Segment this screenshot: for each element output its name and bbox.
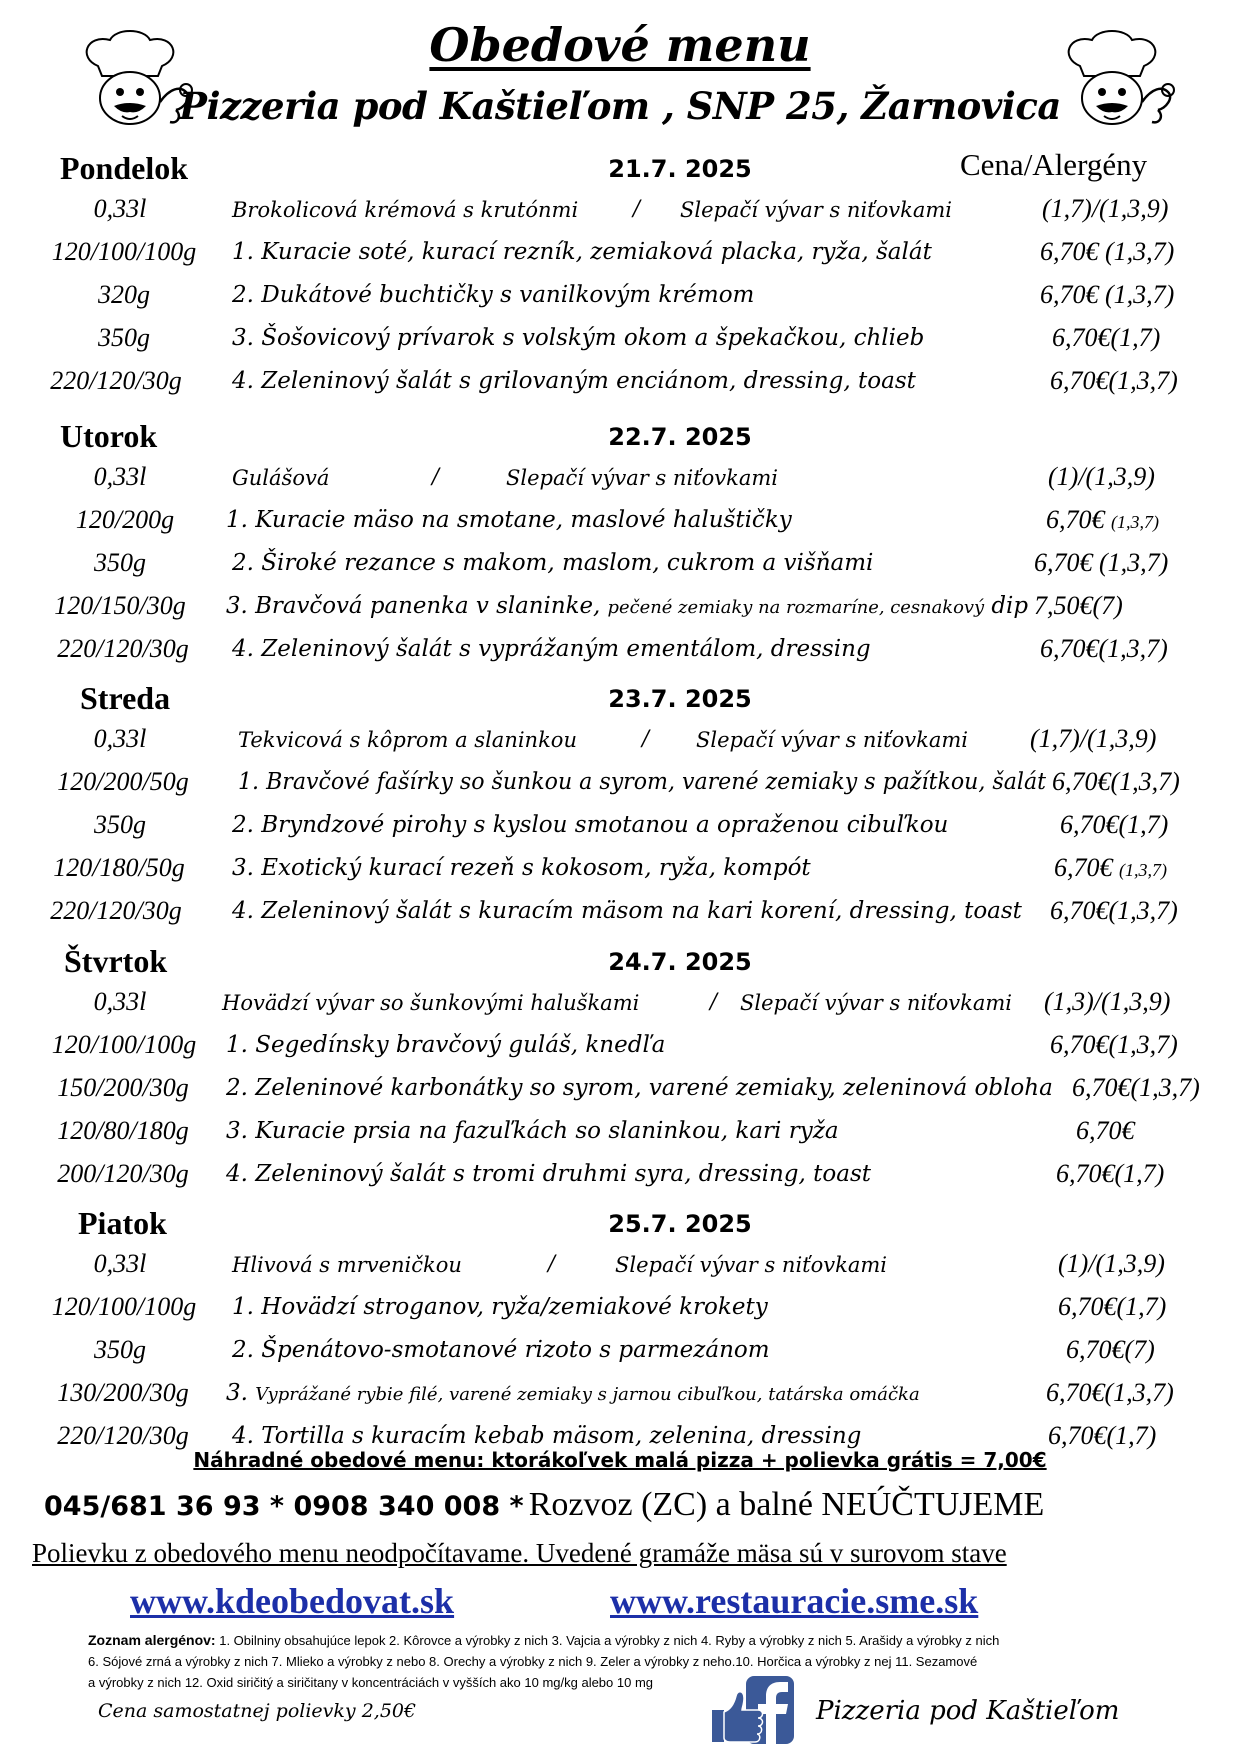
meal-name xyxy=(226,1118,839,1144)
meal-price-value: 6,70€(1,3,7) xyxy=(1050,896,1178,925)
soup-separator: / xyxy=(548,1251,556,1275)
allergen-line xyxy=(88,1630,1198,1651)
meal-price xyxy=(1054,853,1167,883)
soup-option-a: Hlivová s mrveničkou xyxy=(232,1253,462,1277)
meal-row xyxy=(0,896,1240,938)
meal-row xyxy=(0,366,1240,408)
meal-price xyxy=(1056,1159,1164,1189)
meal-price-value: 7,50€(7) xyxy=(1034,591,1123,620)
meal-name-detail: Vyprážané rybie filé, varené zemiaky s jarnou cibuľkou, tatárska omáčka xyxy=(255,1384,920,1405)
soup-volume: 0,33l xyxy=(93,1249,147,1278)
meal-weight: 120/100/100g xyxy=(51,1292,197,1321)
meal-price xyxy=(1058,1292,1166,1322)
meal-name xyxy=(232,550,873,576)
brand-name: Pizzeria pod Kaštieľom xyxy=(816,1696,1120,1726)
meal-price-value: 6,70€ xyxy=(1046,505,1105,534)
soup-option-a: Tekvicová s kôprom a slaninkou xyxy=(238,728,577,752)
meal-weight: 120/200/50g xyxy=(57,767,189,796)
meal-weight: 350g xyxy=(98,323,150,352)
soup-separator: / xyxy=(633,196,641,220)
meal-weight: 350g xyxy=(94,1335,146,1364)
meal-price-value: 6,70€(1,7) xyxy=(1052,323,1161,352)
meal-name xyxy=(232,855,811,881)
meal-name xyxy=(232,325,924,351)
meal-price xyxy=(1040,237,1174,267)
meal-weight: 120/100/100g xyxy=(51,237,197,266)
meal-weight: 120/200g xyxy=(75,505,175,534)
meal-weight: 350g xyxy=(94,548,146,577)
meal-name xyxy=(232,636,871,662)
meal-price xyxy=(1040,634,1168,664)
meal-name-text: 3. Kuracie prsia na fazuľkách so slaninkou, kari ryža xyxy=(226,1118,839,1144)
page-title: Obedové menu xyxy=(429,18,811,72)
soup-volume: 0,33l xyxy=(93,724,147,753)
meal-name-text: 3. Šošovicový prívarok s volským okom a špekačkou, chlieb xyxy=(232,325,925,351)
allergen-line: a výrobky z nich 12. Oxid siričitý a siričitany v koncentráciách v vyšších ako 10 mg/kg alebo 10 mg xyxy=(88,1675,654,1690)
day-header xyxy=(0,150,1240,190)
day-date: 23.7. 2025 xyxy=(608,685,752,713)
meal-price xyxy=(1060,810,1168,840)
meal-weight: 350g xyxy=(94,810,146,839)
meal-price-value: 6,70€(1,7) xyxy=(1060,810,1169,839)
soup-option-b: Slepačí vývar s niťovkami xyxy=(615,1253,887,1277)
meal-name-detail: pečené zemiaky na rozmaríne, cesnakový xyxy=(607,597,985,618)
price-allergens-header: Cena/Alergény xyxy=(960,147,1148,182)
chef-icon xyxy=(1040,28,1190,138)
meal-price-value: 6,70€ (1,3,7) xyxy=(1040,237,1175,266)
meal-price-value: 6,70€(7) xyxy=(1066,1335,1155,1364)
soup-allergens: (1,7)/(1,3,9) xyxy=(1030,724,1157,753)
meal-price-value: 6,70€ xyxy=(1054,853,1113,882)
day-date: 24.7. 2025 xyxy=(608,948,752,976)
meal-name xyxy=(232,812,948,838)
allergen-label: Zoznam alergénov: xyxy=(88,1632,216,1648)
meal-weight: 200/120/30g xyxy=(57,1159,189,1188)
link-restauracie[interactable]: www.restauracie.sme.sk xyxy=(610,1581,979,1621)
soup-separator: / xyxy=(642,726,650,750)
meal-price-value: 6,70€(1,7) xyxy=(1048,1421,1157,1450)
meal-name xyxy=(226,1075,1053,1101)
soup-row xyxy=(0,987,1240,1029)
meal-name-text: 2. Zeleninové karbonátky so syrom, varené zemiaky, zeleninová obloha xyxy=(226,1075,1053,1101)
soup-volume: 0,33l xyxy=(93,987,147,1016)
meal-price xyxy=(1072,1073,1200,1103)
soup-allergens: (1)/(1,3,9) xyxy=(1048,462,1155,491)
meal-price-value: 6,70€(1,3,7) xyxy=(1052,767,1180,796)
alternative-menu: Náhradné obedové menu: ktorákoľvek malá pizza + polievka grátis = 7,00€ xyxy=(193,1448,1047,1472)
meal-price xyxy=(1034,548,1168,578)
meal-name xyxy=(226,593,1028,619)
soup-volume: 0,33l xyxy=(93,462,147,491)
facebook-thumb-icon[interactable] xyxy=(706,1674,796,1746)
soup-option-b: Slepačí vývar s niťovkami xyxy=(680,198,952,222)
meal-name-text: 2. Špenátovo-smotanové rizoto s parmezánom xyxy=(232,1337,770,1363)
delivery-note: Rozvoz (ZC) a balné NEÚČTUJEME xyxy=(528,1486,1045,1523)
day-name: Streda xyxy=(80,680,171,716)
meal-row xyxy=(0,237,1240,279)
day-date: 22.7. 2025 xyxy=(608,423,752,451)
soup-option-b: Slepačí vývar s niťovkami xyxy=(506,466,778,490)
meal-price xyxy=(1046,1378,1174,1408)
meal-name xyxy=(232,1337,770,1363)
meal-price-value: 6,70€(1,7) xyxy=(1056,1159,1165,1188)
day-name: Piatok xyxy=(78,1205,167,1241)
meal-price-value: 6,70€(1,3,7) xyxy=(1050,366,1178,395)
meal-name-text: 1. Kuracie mäso na smotane, maslové haluštičky xyxy=(226,507,792,533)
meal-price xyxy=(1050,366,1178,396)
meal-name-tail: dip xyxy=(991,593,1028,619)
meal-name-text: 4. Zeleninový šalát s vyprážaným ementálom, dressing xyxy=(232,636,871,662)
soup-volume: 0,33l xyxy=(93,194,147,223)
meal-name-text: 1. Segedínsky bravčový guláš, knedľa xyxy=(226,1032,666,1058)
meal-name xyxy=(226,507,792,533)
meal-row xyxy=(0,280,1240,322)
meal-name xyxy=(226,1032,665,1058)
contact-line xyxy=(44,1486,1044,1524)
phone-numbers: 045/681 36 93 * 0908 340 008 * xyxy=(44,1491,524,1522)
soup-row xyxy=(0,462,1240,504)
meal-name xyxy=(226,1161,871,1187)
soup-row xyxy=(0,1249,1240,1291)
meal-name-text: 4. Zeleninový šalát s kuracím mäsom na kari korení, dressing, toast xyxy=(232,898,1022,924)
chef-icon xyxy=(58,28,208,138)
soup-option-b: Slepačí vývar s niťovkami xyxy=(740,991,1012,1015)
soup-note: Polievku z obedového menu neodpočítavame. Uvedené gramáže mäsa sú v surovom stave xyxy=(32,1538,1007,1568)
meal-name xyxy=(232,239,932,265)
meal-weight: 220/120/30g xyxy=(57,634,189,663)
meal-row xyxy=(0,1116,1240,1158)
meal-row xyxy=(0,810,1240,852)
soup-option-a: Brokolicová krémová s krutónmi xyxy=(232,198,579,222)
soup-price: Cena samostatnej polievky 2,50€ xyxy=(98,1700,417,1722)
meal-row xyxy=(0,634,1240,676)
meal-name xyxy=(226,1380,920,1406)
soup-allergens: (1)/(1,3,9) xyxy=(1058,1249,1165,1278)
meal-name-text: 1. Bravčové fašírky so šunkou a syrom, varené zemiaky s pažítkou, šalát xyxy=(238,769,1046,795)
meal-row xyxy=(0,548,1240,590)
day-header xyxy=(0,1205,1240,1245)
meal-price-value: 6,70€(1,3,7) xyxy=(1046,1378,1174,1407)
soup-separator: / xyxy=(710,989,718,1013)
meal-weight: 120/180/50g xyxy=(53,853,185,882)
soup-option-b: Slepačí vývar s niťovkami xyxy=(696,728,968,752)
meal-row xyxy=(0,1073,1240,1115)
meal-name-text: 1. Kuracie soté, kurací rezník, zemiaková placka, ryža, šalát xyxy=(232,239,932,265)
meal-name xyxy=(232,1294,768,1320)
meal-weight: 120/150/30g xyxy=(54,591,186,620)
meal-price xyxy=(1052,323,1160,353)
meal-row xyxy=(0,591,1240,633)
meal-price-value: 6,70€ xyxy=(1076,1116,1135,1145)
meal-weight: 130/200/30g xyxy=(57,1378,189,1407)
allergen-list xyxy=(88,1630,1198,1693)
meal-name-text: 3. Exotický kurací rezeň s kokosom, ryža, kompót xyxy=(232,855,811,881)
soup-option-a: Gulášová xyxy=(232,466,330,490)
meal-row xyxy=(0,1378,1240,1420)
meal-row xyxy=(0,853,1240,895)
meal-row xyxy=(0,1159,1240,1201)
meal-allergens: (1,3,7) xyxy=(1111,512,1159,532)
meal-weight: 150/200/30g xyxy=(57,1073,189,1102)
day-name: Utorok xyxy=(60,418,158,454)
meal-price xyxy=(1040,280,1174,310)
restaurant-subtitle: Pizzeria pod Kaštieľom , SNP 25, Žarnovica xyxy=(179,84,1061,128)
meal-name-text: 2. Dukátové buchtičky s vanilkovým krémom xyxy=(232,282,755,308)
day-date: 25.7. 2025 xyxy=(608,1210,752,1238)
meal-name-text: 4. Tortilla s kuracím kebab mäsom, zelenina, dressing xyxy=(232,1423,862,1449)
meal-name-text: 4. Zeleninový šalát s grilovaným enciánom, dressing, toast xyxy=(232,368,916,394)
meal-name xyxy=(238,769,1046,795)
meal-name-text: 1. Hovädzí stroganov, ryža/zemiakové krokety xyxy=(232,1294,768,1320)
meal-weight: 220/120/30g xyxy=(57,1421,189,1450)
allergen-text: 1. Obilniny obsahujúce lepok 2. Kôrovce a výrobky z nich 3. Vajcia a výrobky z nich 4. Ryby a výrobky z nich 5. Arašidy a výrobky z nich xyxy=(219,1633,1000,1648)
meal-price xyxy=(1050,896,1178,926)
meal-row xyxy=(0,323,1240,365)
day-header xyxy=(0,680,1240,720)
meal-price-value: 6,70€(1,7) xyxy=(1058,1292,1167,1321)
meal-name-text: 3. xyxy=(226,1380,248,1406)
meal-weight: 220/120/30g xyxy=(50,896,182,925)
meal-weight: 220/120/30g xyxy=(50,366,182,395)
day-name: Štvrtok xyxy=(64,943,168,979)
meal-name xyxy=(232,898,1022,924)
meal-name xyxy=(232,368,916,394)
link-kdeobedovat[interactable]: www.kdeobedovat.sk xyxy=(130,1581,455,1621)
soup-allergens: (1,3)/(1,3,9) xyxy=(1044,987,1171,1016)
meal-name xyxy=(232,1423,861,1449)
meal-row xyxy=(0,505,1240,547)
meal-price xyxy=(1048,1421,1156,1451)
day-header xyxy=(0,418,1240,458)
meal-price xyxy=(1050,1030,1178,1060)
meal-price xyxy=(1046,505,1159,535)
meal-price xyxy=(1066,1335,1155,1365)
meal-name-text: 3. Bravčová panenka v slaninke, xyxy=(226,593,601,619)
meal-row xyxy=(0,1335,1240,1377)
meal-row xyxy=(0,1030,1240,1072)
meal-row xyxy=(0,767,1240,809)
meal-allergens: (1,3,7) xyxy=(1119,860,1167,880)
meal-price-value: 6,70€(1,3,7) xyxy=(1040,634,1168,663)
meal-price-value: 6,70€ (1,3,7) xyxy=(1040,280,1175,309)
allergen-line: 6. Sójové zrná a výrobky z nich 7. Mlieko a výrobky z nebo 8. Orechy a výrobky z nich 9. Zeler a výrobky z neho.10. Horčica a výrobky z nej 11. Sezamové xyxy=(88,1654,978,1669)
meal-weight: 120/100/100g xyxy=(51,1030,197,1059)
meal-name-text: 4. Zeleninový šalát s tromi druhmi syra, dressing, toast xyxy=(226,1161,871,1187)
soup-option-a: Hovädzí vývar so šunkovými haluškami xyxy=(222,991,640,1015)
day-header xyxy=(0,943,1240,983)
soup-row xyxy=(0,724,1240,766)
meal-price xyxy=(1034,591,1123,621)
meal-name xyxy=(232,282,754,308)
soup-row xyxy=(0,194,1240,236)
meal-weight: 120/80/180g xyxy=(57,1116,189,1145)
meal-row xyxy=(0,1292,1240,1334)
day-date: 21.7. 2025 xyxy=(608,155,752,183)
meal-name-text: 2. Bryndzové pirohy s kyslou smotanou a opraženou cibuľkou xyxy=(232,812,949,838)
meal-name-text: 2. Široké rezance s makom, maslom, cukrom a višňami xyxy=(232,550,874,576)
day-name: Pondelok xyxy=(60,150,189,186)
meal-price-value: 6,70€(1,3,7) xyxy=(1050,1030,1178,1059)
soup-allergens: (1,7)/(1,3,9) xyxy=(1042,194,1169,223)
meal-price xyxy=(1052,767,1180,797)
meal-weight: 320g xyxy=(98,280,150,309)
meal-price-value: 6,70€ (1,3,7) xyxy=(1034,548,1169,577)
soup-separator: / xyxy=(432,464,440,488)
meal-price-value: 6,70€(1,3,7) xyxy=(1072,1073,1200,1102)
meal-price xyxy=(1076,1116,1135,1146)
